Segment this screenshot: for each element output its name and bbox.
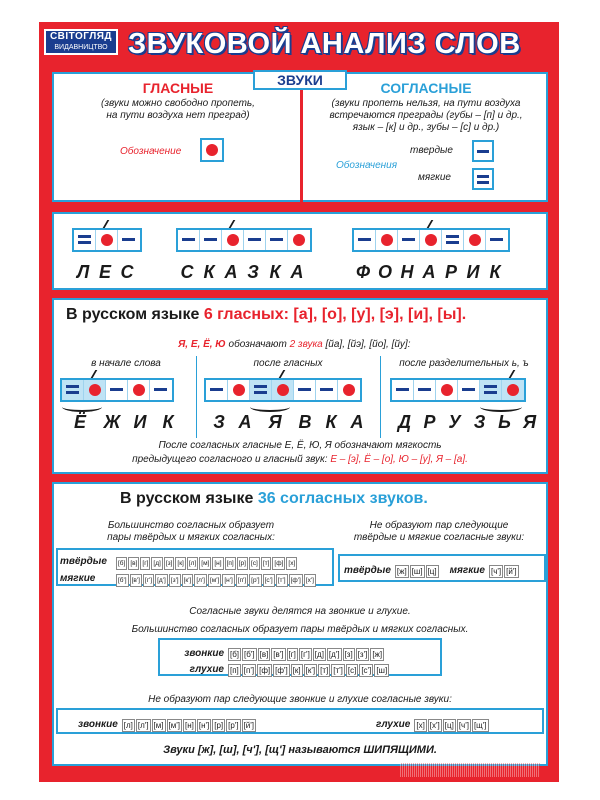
hard-consonant-cell	[206, 380, 228, 400]
vowel-cell	[222, 230, 244, 250]
letter: К	[203, 262, 215, 282]
dash-icon	[477, 150, 489, 153]
hard-consonant-cell	[178, 230, 200, 250]
logo-subtitle: ВИДАВНИЦТВО	[54, 44, 108, 51]
hard-consonant-cell	[486, 230, 508, 250]
sound-cell: [г']	[143, 574, 154, 587]
soft-note-2	[56, 454, 544, 465]
letter: У	[448, 412, 461, 432]
letter: А	[422, 262, 436, 282]
soft-symbol	[472, 168, 494, 190]
sound-cell: [м]	[199, 557, 211, 570]
letter: Н	[400, 262, 414, 282]
sound-cell: [п']	[236, 574, 248, 587]
vowel-cell	[84, 380, 106, 400]
sound-cell: [в]	[259, 650, 269, 659]
two-sounds-letters: Я, Е, Ё, Ю	[178, 339, 226, 350]
word-skazka	[176, 262, 308, 283]
sound-cell: [ф]	[259, 666, 271, 675]
hard-label: твердые	[410, 145, 453, 156]
vowel-symbol	[200, 138, 224, 162]
arc-ezhik	[62, 402, 102, 412]
hissing-note: Звуки [ж], [ш], [ч'], [щ'] называются ШИПЯЩИМИ.	[163, 744, 437, 756]
letter: Ь	[498, 412, 511, 432]
letter: Е	[98, 262, 111, 282]
letter: И	[133, 412, 147, 432]
two-sounds-list: [йа], [йэ], [йо], [йу]:	[325, 339, 411, 350]
soft-note-2-text: предыдущего согласного и гласный звук:	[132, 454, 328, 465]
sound-cell: [ч']	[490, 567, 502, 576]
hard-consonant-cell	[150, 380, 172, 400]
scheme-skazka	[176, 228, 312, 252]
headline-list: [а], [о], [у], [э], [и], [ы].	[293, 306, 467, 323]
row-label: звонкие	[78, 718, 118, 730]
publisher-logo	[44, 29, 118, 55]
sound-cell: [л]	[123, 721, 133, 730]
soft-note-1: После согласных гласные Е, Ё, Ю, Я обозначают мягкость	[158, 440, 442, 451]
letter: А	[224, 262, 238, 282]
letter: З	[473, 412, 486, 432]
sound-cell: [п']	[243, 666, 255, 675]
sound-cell: [м']	[208, 574, 221, 587]
vowel-cell	[464, 230, 486, 250]
arc-zayavka	[250, 402, 290, 412]
paired-soft-row	[60, 569, 317, 587]
hard-consonant-cell	[458, 380, 480, 400]
letter: В	[298, 412, 312, 432]
sound-cell: [л']	[137, 721, 149, 730]
headline-count: 6 гласных:	[203, 306, 289, 323]
word-les	[72, 262, 138, 283]
soft-list	[116, 569, 317, 587]
sound-cell: [ф]	[272, 557, 285, 570]
sound-cell: [х']	[429, 721, 440, 730]
soft-label: мягкие	[418, 172, 451, 183]
sound-cell: [б']	[116, 574, 129, 587]
letter: К	[489, 262, 501, 282]
sound-cell: [з']	[169, 574, 181, 587]
consonants-desc-1: (звуки пропеть нельзя, на пути воздуха	[331, 98, 521, 109]
sound-cell: [с]	[249, 557, 260, 570]
sound-cell: [в']	[130, 574, 142, 587]
headline-text: В русском языке	[120, 490, 254, 507]
unpaired-voiced-list	[122, 715, 257, 733]
sound-cell: [ф']	[289, 574, 303, 587]
sound-cell: [р']	[228, 721, 239, 730]
unpaired-voiced-row	[78, 715, 257, 733]
sound-cell: [г]	[288, 650, 296, 659]
sound-cell: [ч']	[458, 721, 469, 730]
sound-cell: [ш]	[411, 567, 423, 576]
hard-consonant-cell	[244, 230, 266, 250]
letter: Л	[76, 262, 90, 282]
sound-cell: [т']	[276, 574, 288, 587]
sounds-label: ЗВУКИ	[253, 70, 347, 90]
letter: О	[377, 262, 392, 282]
sound-cell: [к']	[305, 666, 316, 675]
consonants-desc-2: встречаются преграды (губы – [п] и др.,	[329, 110, 523, 121]
row-label: твёрдые	[344, 564, 391, 576]
sound-cell: [н]	[212, 557, 223, 570]
sound-cell: [б']	[244, 650, 255, 659]
sound-cell: [ш]	[376, 666, 388, 675]
word-zayavka	[206, 412, 370, 433]
sound-cell: [н']	[198, 721, 210, 730]
sound-cell: [з]	[344, 650, 353, 659]
case-divider-1	[196, 356, 197, 438]
letter: Ж	[103, 412, 121, 432]
barcode	[400, 763, 540, 777]
sound-cell: [к]	[292, 666, 301, 675]
vowel-cell	[228, 380, 250, 400]
equals-icon-top	[477, 175, 489, 178]
hard-symbol	[472, 140, 494, 162]
row-label: мягкие	[449, 564, 485, 576]
sound-cell: [р']	[249, 574, 261, 587]
sound-cell: [п]	[225, 557, 236, 570]
letter: А	[350, 412, 364, 432]
two-sounds-line	[178, 339, 411, 350]
letter: С	[120, 262, 134, 282]
row-label: звонкие	[184, 647, 224, 659]
hard-consonant-cell	[354, 230, 376, 250]
soft-consonant-cell	[74, 230, 96, 250]
vowel-cell	[272, 380, 294, 400]
sound-cell: [х']	[304, 574, 316, 587]
sound-cell: [м]	[153, 721, 164, 730]
hard-consonant-cell	[106, 380, 128, 400]
pairs-intro-2: пары твёрдых и мягких согласных:	[107, 532, 275, 543]
scheme-zayavka	[204, 378, 362, 402]
hard-consonant-cell	[316, 380, 338, 400]
voice-pairs-intro: Большинство согласных образует пары твёрдых и мягких согласных.	[131, 624, 469, 635]
vowel-cell	[288, 230, 310, 250]
consonants-headline	[120, 490, 428, 508]
hard-consonant-cell	[200, 230, 222, 250]
hard-consonant-cell	[398, 230, 420, 250]
sound-cell: [с]	[347, 666, 357, 675]
letter: С	[180, 262, 194, 282]
vowels-title: ГЛАСНЫЕ	[142, 80, 214, 96]
case-after-vowel: после гласных	[253, 358, 323, 369]
sound-cell: [х]	[286, 557, 297, 570]
sound-cell: [й']	[243, 721, 255, 730]
letter: Р	[423, 412, 436, 432]
sound-cell: [д]	[151, 557, 162, 570]
voiceless-list	[228, 660, 390, 678]
page-title: ЗВУКОВОЙ АНАЛИЗ СЛОВ	[128, 28, 521, 60]
letter: К	[162, 412, 174, 432]
sound-cell: [т']	[333, 666, 343, 675]
sound-cell: [в]	[128, 557, 139, 570]
red-circle-icon	[206, 144, 218, 156]
consonants-mark-label: Обозначения	[336, 160, 398, 171]
letter: З	[247, 262, 259, 282]
vowel-cell	[338, 380, 360, 400]
sound-cell: [н]	[184, 721, 194, 730]
sound-cell: [ж]	[396, 567, 407, 576]
letter: Д	[398, 412, 411, 432]
letter: Р	[444, 262, 457, 282]
hard-consonant-cell	[414, 380, 436, 400]
hard-consonant-cell	[266, 230, 288, 250]
letter: К	[269, 262, 281, 282]
logo-name: СВІТОГЛЯД	[49, 31, 113, 42]
sound-cell: [з]	[164, 557, 175, 570]
yot-cell	[480, 380, 502, 400]
soft-consonant-cell	[442, 230, 464, 250]
sound-cell: [г]	[140, 557, 150, 570]
row-label: глухие	[376, 718, 411, 730]
letter: А	[290, 262, 304, 282]
sound-cell: [б]	[230, 650, 240, 659]
sound-cell: [в']	[273, 650, 284, 659]
hard-consonant-cell	[294, 380, 316, 400]
case-divider-2	[380, 356, 381, 438]
unpaired-hard-soft-row	[344, 561, 520, 579]
letter: Я	[268, 412, 282, 432]
sound-cell: [к]	[175, 557, 185, 570]
sounds-divider	[300, 90, 303, 202]
unpaired-voiceless-list	[414, 715, 489, 733]
yot-cell	[250, 380, 272, 400]
hard-consonant-cell	[118, 230, 140, 250]
consonants-title: СОГЛАСНЫЕ	[380, 80, 472, 96]
word-druzya	[392, 412, 542, 433]
sound-cell: [м']	[168, 721, 180, 730]
unpaired-voice-intro: Не образуют пар следующие звонкие и глухие согласные звуки:	[148, 694, 452, 705]
letter: Ё	[73, 412, 86, 432]
no-pairs-intro-1: Не образуют пар следующие	[369, 520, 509, 531]
letter: К	[325, 412, 337, 432]
vowel-cell	[96, 230, 118, 250]
consonants-desc-3: язык – [к] и др., зубы – [с] и др.)	[352, 122, 500, 133]
two-sounds-mid: обозначают	[228, 339, 287, 350]
letter: А	[238, 412, 252, 432]
letter: Ф	[355, 262, 371, 282]
sound-cell: [ц]	[427, 567, 437, 576]
sound-cell: [ж]	[372, 650, 383, 659]
headline-text: В русском языке	[66, 306, 200, 323]
sound-cell: [г']	[300, 650, 310, 659]
row-label: мягкие	[60, 572, 96, 584]
paired-hard-row	[60, 552, 298, 570]
row-label: глухие	[189, 663, 224, 675]
voiceless-row	[164, 660, 390, 678]
vowel-cell	[376, 230, 398, 250]
vowel-cell	[420, 230, 442, 250]
letter: И	[466, 262, 480, 282]
sound-cell: [б]	[116, 557, 127, 570]
word-fonarik	[352, 262, 506, 283]
sound-cell: [п]	[230, 666, 239, 675]
letter: Я	[522, 412, 537, 432]
sound-cell: [с']	[361, 666, 372, 675]
sound-cell: [д]	[314, 650, 324, 659]
sound-cell: [з']	[357, 650, 368, 659]
vowels-headline	[66, 306, 466, 324]
sound-cell: [р]	[214, 721, 224, 730]
sound-cell: [р]	[237, 557, 248, 570]
yot-cell	[62, 380, 84, 400]
hard-list	[116, 552, 298, 570]
soft-note-2-list: Е – [э], Ё – [о], Ю – [у], Я – [а].	[330, 454, 468, 465]
vowel-cell	[128, 380, 150, 400]
sound-cell: [х]	[416, 721, 425, 730]
headline-count: 36 согласных звуков.	[257, 490, 428, 507]
pairs-intro-1: Большинство согласных образует	[107, 520, 275, 531]
word-ezhik	[62, 412, 182, 433]
sound-cell: [т]	[261, 557, 272, 570]
voice-intro: Согласные звуки делятся на звонкие и глухие.	[189, 606, 411, 617]
sound-cell: [л]	[187, 557, 198, 570]
scheme-fonarik	[352, 228, 510, 252]
two-sounds-count: 2 звука	[289, 339, 323, 350]
sound-cell: [т]	[320, 666, 329, 675]
vowels-desc-2: на пути воздуха нет преград)	[106, 110, 250, 121]
hard-consonant-cell	[392, 380, 414, 400]
sound-cell: [к']	[182, 574, 194, 587]
vowel-cell	[436, 380, 458, 400]
sound-cell: [й']	[506, 567, 517, 576]
scheme-les	[72, 228, 142, 252]
no-pairs-intro-2: твёрдые и мягкие согласные звуки:	[353, 532, 525, 543]
scheme-ezhik	[60, 378, 174, 402]
vowel-cell	[502, 380, 524, 400]
vowels-desc-1: (звуки можно свободно пропеть,	[101, 98, 255, 109]
equals-icon-bottom	[477, 181, 489, 184]
arc-druzya	[480, 402, 522, 412]
scheme-druzya	[390, 378, 526, 402]
case-after-sign: после разделительных ь, ъ	[399, 358, 529, 369]
sound-cell: [н']	[222, 574, 234, 587]
unpaired-soft-list	[489, 561, 520, 579]
case-start: в начале слова	[91, 358, 161, 369]
sound-cell: [с']	[263, 574, 275, 587]
sound-cell: [ц]	[444, 721, 454, 730]
unpaired-hard-list	[395, 561, 440, 579]
letter: З	[213, 412, 225, 432]
unpaired-voiceless-row	[376, 715, 490, 733]
sound-cell: [л']	[194, 574, 207, 587]
vowels-mark-label: Обозначение	[120, 146, 182, 157]
sound-cell: [ф']	[275, 666, 288, 675]
sound-cell: [щ']	[473, 721, 487, 730]
sound-cell: [д']	[155, 574, 168, 587]
sound-cell: [д']	[328, 650, 340, 659]
row-label: твёрдые	[60, 555, 107, 567]
